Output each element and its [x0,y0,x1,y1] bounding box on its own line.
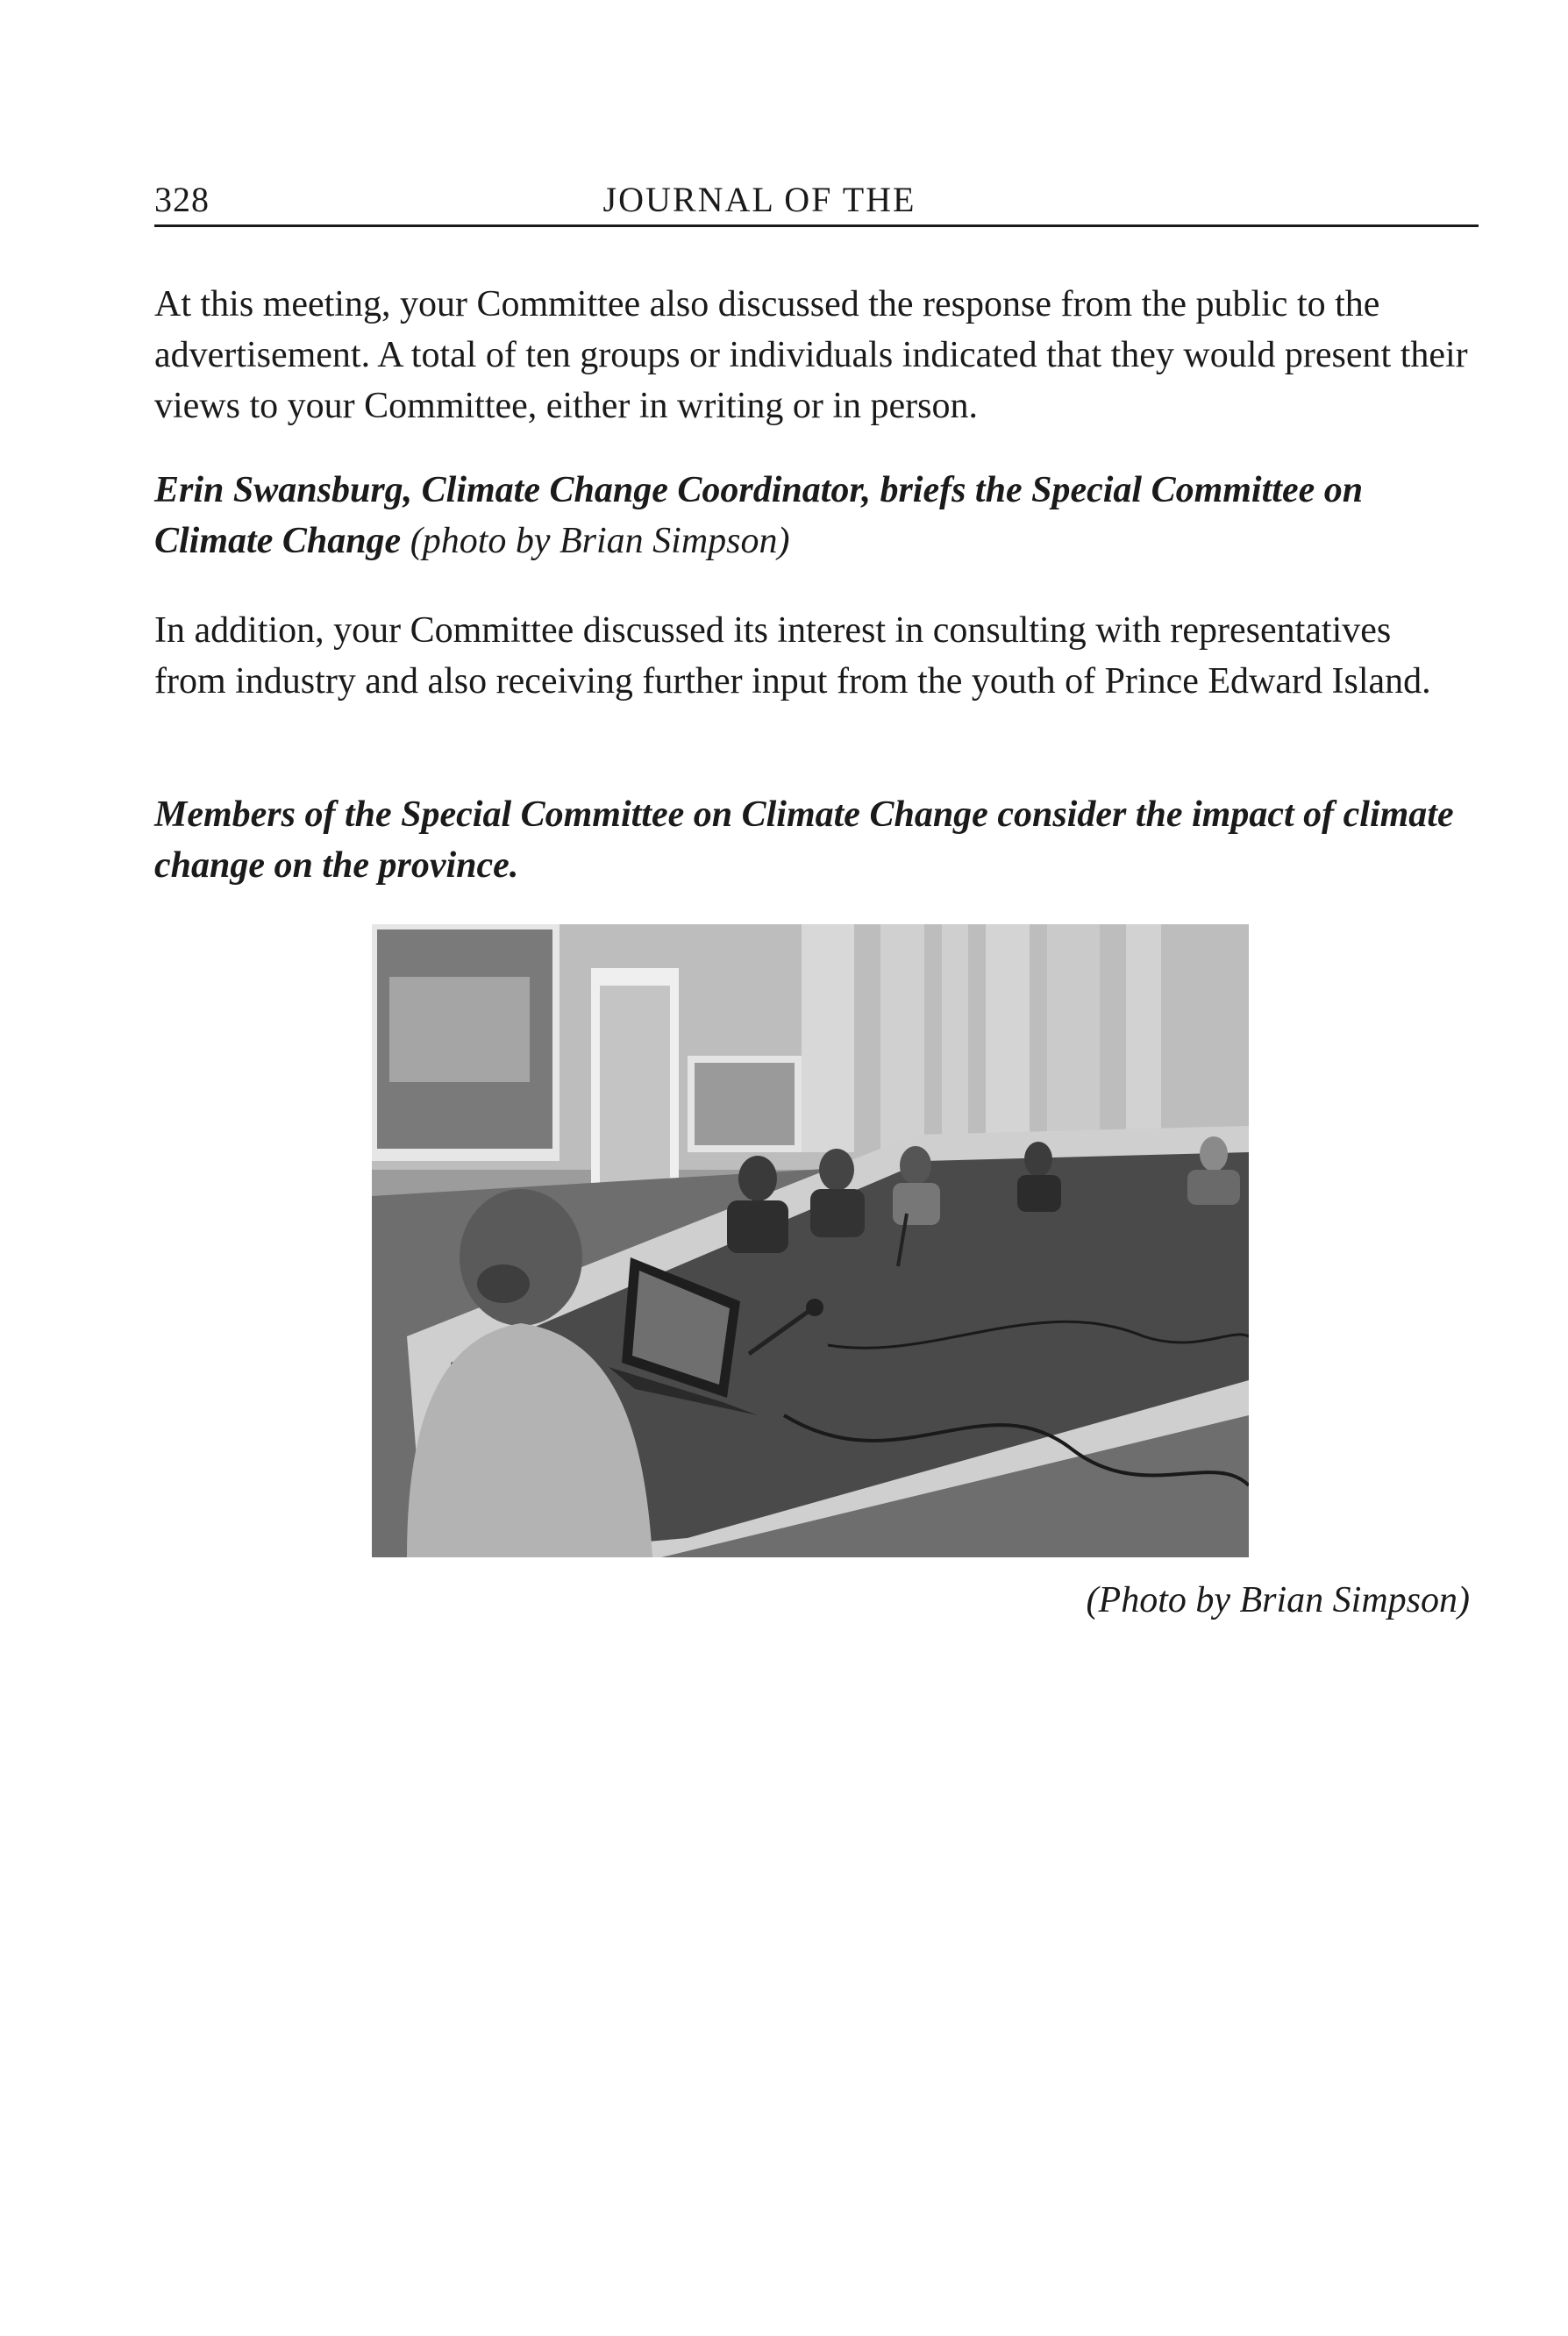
caption-coordinator-briefing [154,465,1470,566]
paragraph-consulting: In addition, your Committee discussed its interest in consulting with representatives from industry and also receiving further input from the youth of Prince Edward Island. [154,610,1431,702]
meeting-photo-illustration [372,924,1249,1557]
photo-credit: (Photo by Brian Simpson) [1086,1580,1470,1620]
caption-credit: (photo by Brian Simpson) [410,521,790,561]
caption-committee-members: Members of the Special Committee on Climate Change consider the impact of climate change on the province. [154,794,1454,886]
page-header [154,175,1479,224]
running-head: JOURNAL OF THE [602,180,916,219]
paragraph-meeting-response: At this meeting, your Committee also discussed the response from the public to the advertisement. A total of ten groups or individuals indicated that they would present their views to your Committee, either in writing or in person. [154,284,1468,426]
header-rule [154,224,1479,227]
caption-text: Erin Swansburg, Climate Change Coordinator, briefs the Special Committee on Climate Change [154,470,1364,561]
page-number: 328 [154,180,210,219]
meeting-photo [372,924,1249,1557]
